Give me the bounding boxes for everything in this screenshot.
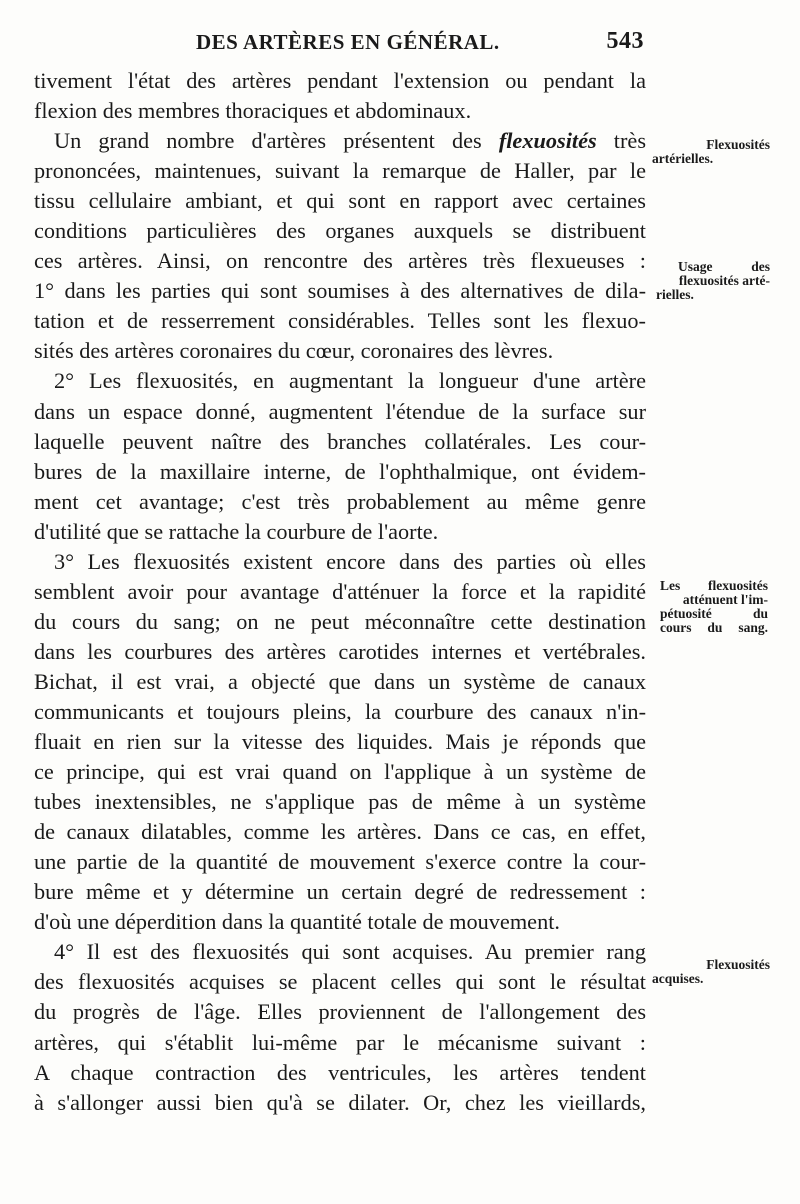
margin-note-line: atténuent l'im-: [682, 592, 768, 607]
text-line: tivement l'état des artères pendant l'extension ou pendant la: [34, 68, 646, 93]
running-head-title: DES ARTÈRES EN GÉNÉRAL.: [196, 30, 500, 54]
margin-note-attenuent-impetuosite: [660, 579, 768, 635]
margin-note-usage-flexuosites: [652, 260, 770, 302]
text-line: dans les courbures des artères carotides internes et vertébrales.: [34, 638, 646, 664]
text-line: dans un espace donné, augmentent l'étendue de la surface sur: [34, 398, 646, 424]
margin-note-line: pétuosité du: [660, 606, 768, 621]
margin-note-line: cours du sang.: [660, 620, 768, 635]
margin-note-line: rielles.: [656, 287, 694, 302]
text-line: 3° Les flexuosités existent encore dans des parties où elles: [54, 548, 646, 574]
text-line: ment cet avantage; c'est très probablement au même genre: [34, 488, 646, 514]
text-line: 1° dans les parties qui sont soumises à des alternatives de dila-: [34, 278, 646, 304]
margin-note-line: Les flexuosités: [660, 578, 768, 593]
text-line: tissu cellulaire ambiant, et qui sont en rapport avec certaines: [34, 188, 646, 214]
text-line: A chaque contraction des ventricules, les artères tendent: [34, 1059, 646, 1085]
margin-note-line: Flexuosités: [706, 957, 770, 972]
text-line: tation et de resserrement considérables. Telles sont les flexuo-: [34, 308, 646, 334]
text-line: d'utilité que se rattache la courbure de l'aorte.: [34, 518, 439, 544]
text-line: communicants et toujours pleins, la courbure des canaux n'in-: [34, 698, 646, 724]
text-line: prononcées, maintenues, suivant la remarque de Haller, par le: [34, 158, 646, 184]
text-line: flexion des membres thoraciques et abdominaux.: [34, 98, 472, 124]
text-line: ce principe, qui est vrai quand on l'applique à un système de: [34, 759, 646, 785]
text-line: du progrès de l'âge. Elles proviennent de l'allongement des: [34, 999, 646, 1025]
emphasis-flexuosites: flexuosités: [498, 128, 597, 154]
margin-note-line: flexuosités arté-: [678, 273, 770, 288]
text-line: une partie de la quantité de mouvement s'exerce contre la cour-: [34, 849, 646, 875]
text-line: conditions particulières des organes auxquels se distribuent: [34, 218, 646, 244]
text-line: Un grand nombre d'artères présentent des flexuosités très: [54, 128, 646, 154]
text-line: laquelle peuvent naître des branches collatérales. Les cour-: [34, 428, 646, 454]
margin-note-flexuosites-arterielles: [652, 138, 770, 166]
text-line: à s'allonger aussi bien qu'à se dilater. Or, chez les vieillards,: [34, 1089, 646, 1115]
text-line: artères, qui s'établit lui-même par le mécanisme suivant :: [34, 1029, 646, 1055]
margin-note-line: Usage des: [678, 259, 770, 274]
text-line: tubes inextensibles, ne s'applique pas de même à un système: [34, 789, 646, 815]
text-line: bure même et y détermine un certain degré de redressement :: [34, 879, 646, 905]
text-line: du cours du sang; on ne peut méconnaître cette destination: [34, 608, 646, 634]
margin-note-line: acquises.: [652, 971, 704, 986]
text-line: des flexuosités acquises se placent celles qui sont le résultat: [34, 969, 646, 995]
text-line: Bichat, il est vrai, a objecté que dans un système de canaux: [34, 668, 646, 694]
text-line: 4° Il est des flexuosités qui sont acquises. Au premier rang: [54, 939, 646, 965]
text-line: ces artères. Ainsi, on rencontre des artères très flexueuses :: [34, 248, 646, 274]
body-text: [34, 66, 646, 1118]
text-line: 2° Les flexuosités, en augmentant la longueur d'une artère: [54, 368, 646, 394]
running-head: [196, 30, 646, 60]
text-line: semblent avoir pour avantage d'atténuer la force et la rapidité: [34, 578, 646, 604]
margin-note-line: Flexuosités: [706, 137, 770, 152]
margin-note-flexuosites-acquises: [652, 958, 770, 986]
text-line: sités des artères coronaires du cœur, coronaires des lèvres.: [34, 338, 554, 364]
page-number: 543: [606, 28, 644, 54]
text-line: fluait en rien sur la vitesse des liquides. Mais je réponds que: [34, 729, 646, 755]
margin-note-line: artérielles.: [652, 151, 714, 166]
text-line: d'où une déperdition dans la quantité totale de mouvement.: [34, 909, 560, 935]
text-line: de canaux dilatables, comme les artères. Dans ce cas, en effet,: [34, 819, 646, 845]
text-line: bures de la maxillaire interne, de l'ophthalmique, ont évidem-: [34, 458, 646, 484]
